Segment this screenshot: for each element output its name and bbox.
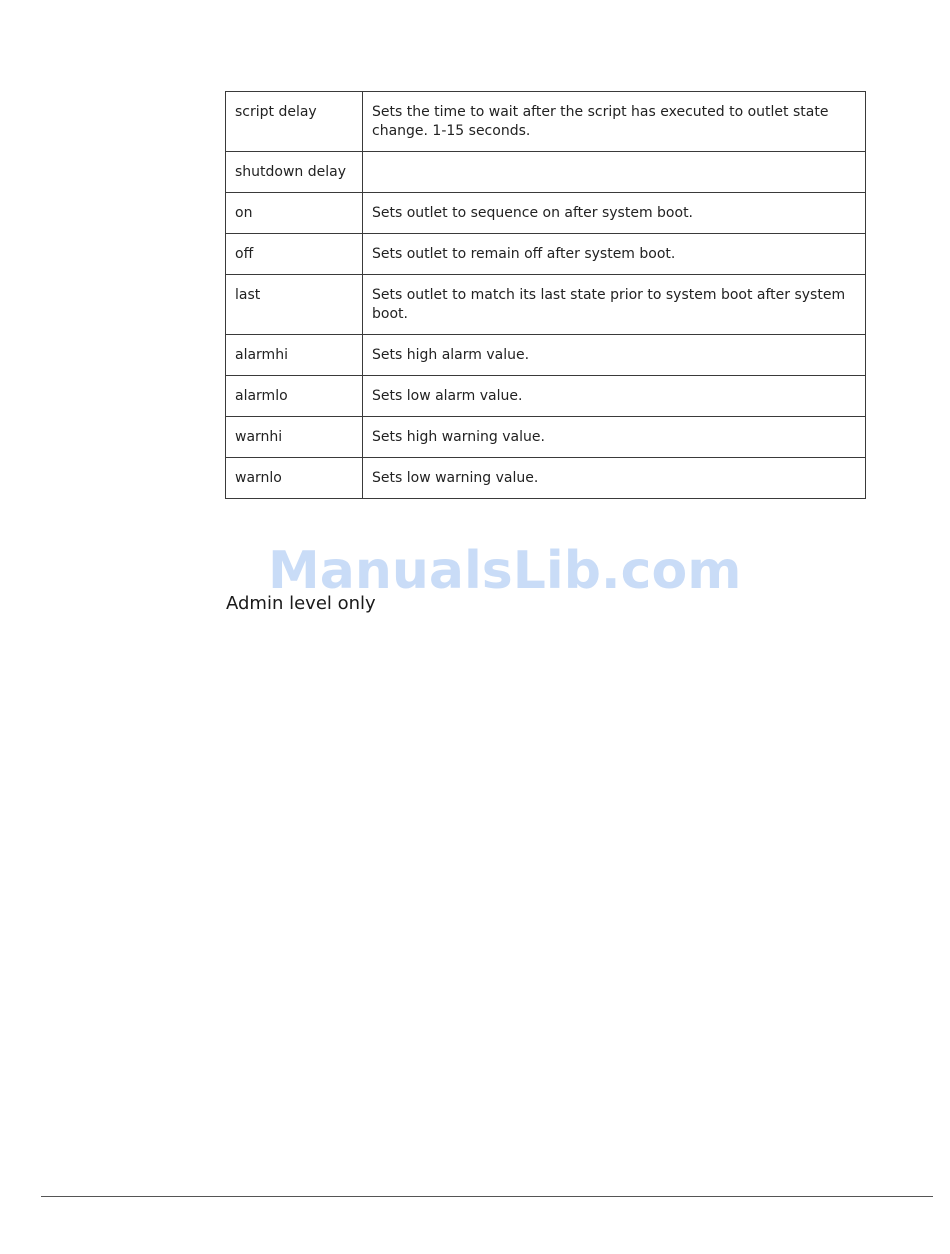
footer-divider (41, 1196, 933, 1197)
parameter-table (225, 91, 866, 499)
table-row (226, 335, 866, 376)
param-name: warnlo (226, 458, 363, 499)
param-name: warnhi (226, 417, 363, 458)
table-row (226, 417, 866, 458)
admin-level-note: Admin level only (226, 593, 376, 614)
table-row (226, 275, 866, 335)
param-description: Sets low alarm value. (363, 376, 866, 417)
table-row (226, 193, 866, 234)
param-name: off (226, 234, 363, 275)
param-name: script delay (226, 92, 363, 152)
table-row (226, 92, 866, 152)
param-name: on (226, 193, 363, 234)
param-name: alarmlo (226, 376, 363, 417)
manualslib-watermark: ManualsLib.com (268, 541, 742, 601)
table-row (226, 458, 866, 499)
param-description: Sets high alarm value. (363, 335, 866, 376)
table-row (226, 376, 866, 417)
param-description: Sets the time to wait after the script has executed to outlet state change. 1-15 seconds. (363, 92, 866, 152)
param-name: alarmhi (226, 335, 363, 376)
param-description (363, 152, 866, 193)
param-name: last (226, 275, 363, 335)
param-description: Sets outlet to remain off after system boot. (363, 234, 866, 275)
param-description: Sets low warning value. (363, 458, 866, 499)
table-row (226, 152, 866, 193)
table-row (226, 234, 866, 275)
param-description: Sets outlet to sequence on after system boot. (363, 193, 866, 234)
param-description: Sets outlet to match its last state prior to system boot after system boot. (363, 275, 866, 335)
param-name: shutdown delay (226, 152, 363, 193)
param-description: Sets high warning value. (363, 417, 866, 458)
